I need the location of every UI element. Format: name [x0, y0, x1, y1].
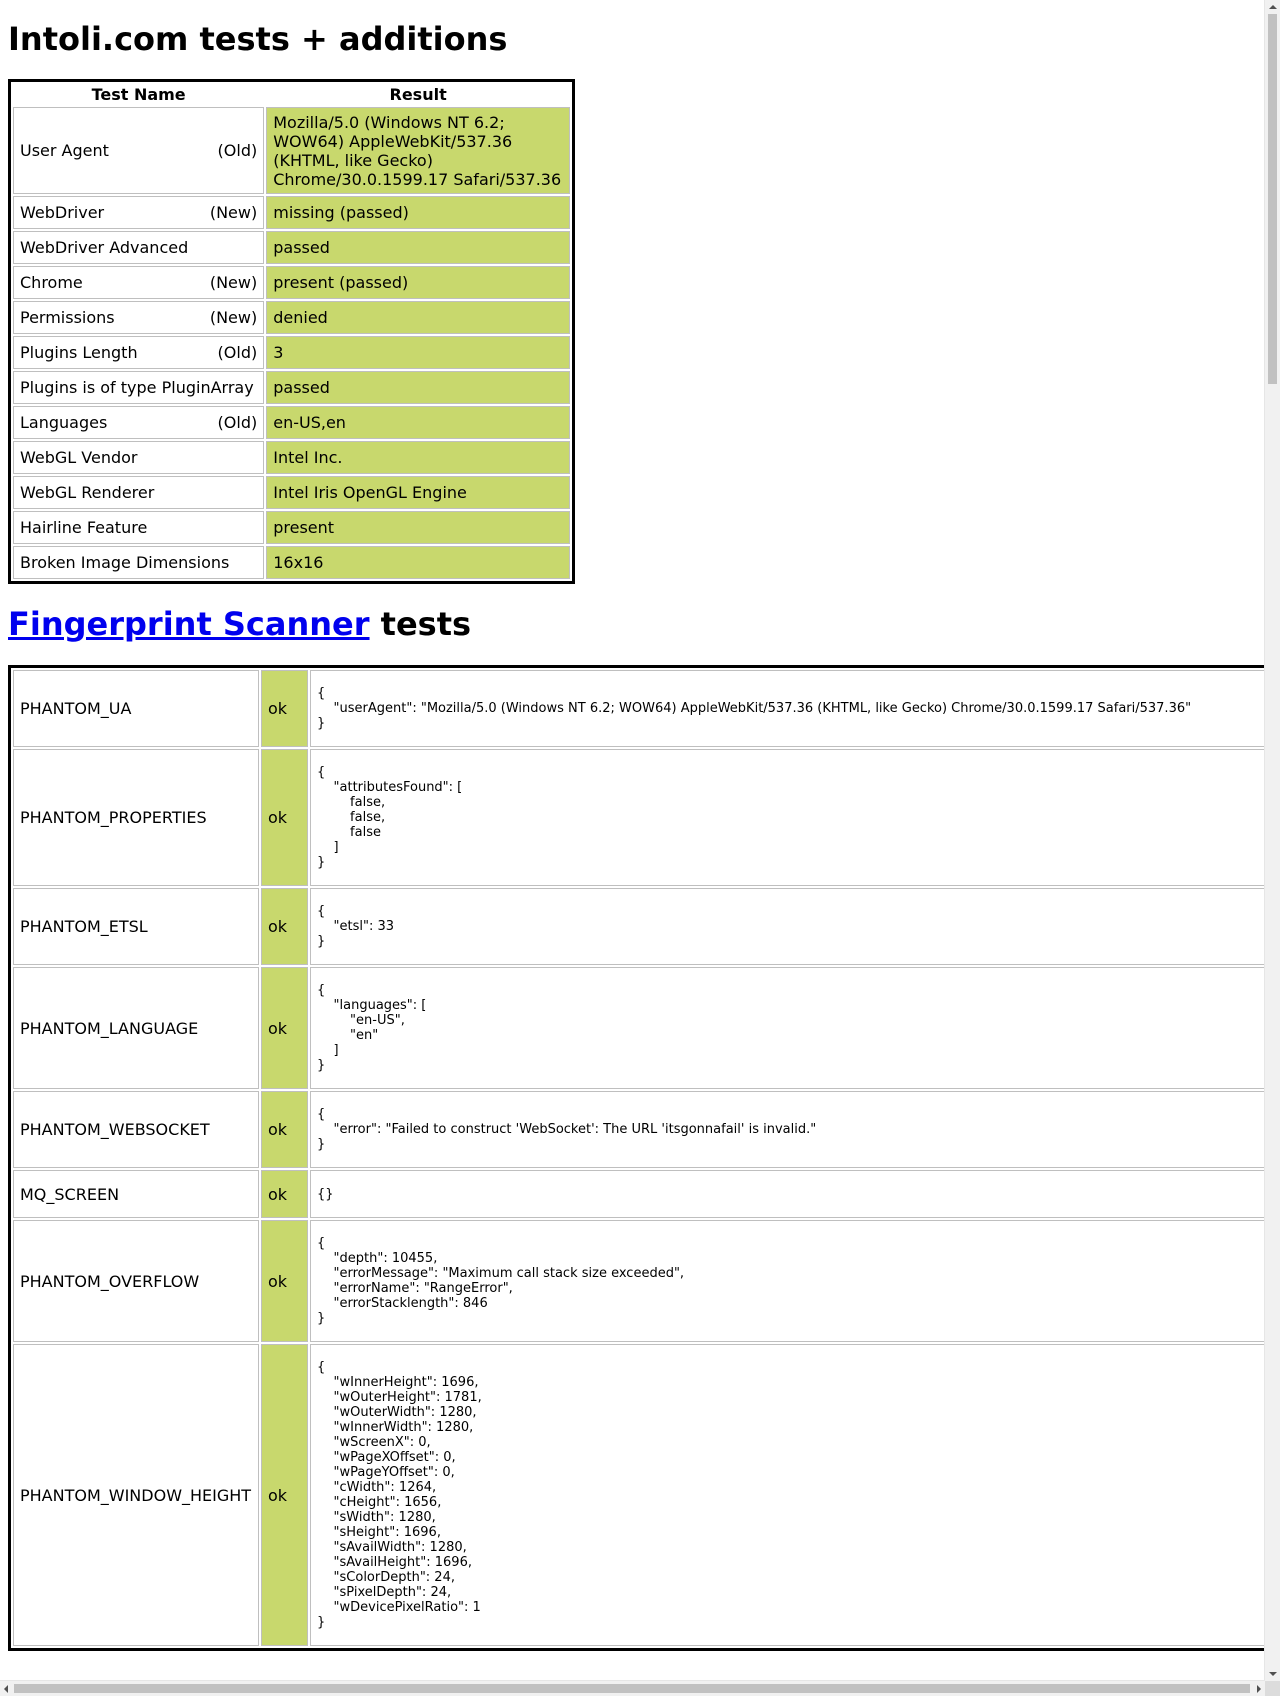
test-result: passed — [266, 371, 570, 404]
test-name: Languages — [20, 413, 108, 432]
fingerprint-row — [13, 967, 1265, 1089]
test-name: Plugins Length — [20, 343, 138, 362]
fingerprint-status: ok — [261, 1091, 308, 1168]
test-name: WebGL Renderer — [20, 483, 155, 502]
intoli-row — [13, 301, 570, 334]
fingerprint-data-cell — [310, 967, 1265, 1089]
test-result: missing (passed) — [266, 196, 570, 229]
test-result: en-US,en — [266, 406, 570, 439]
fingerprint-json: { "error": "Failed to construct 'WebSocket': The URL 'itsgonnafail' is invalid." } — [317, 1107, 817, 1152]
test-name-cell — [13, 476, 264, 509]
fingerprint-data-cell — [310, 1170, 1265, 1218]
fingerprint-test-name: PHANTOM_ETSL — [13, 888, 259, 965]
header-result: Result — [389, 85, 447, 104]
intoli-heading: Intoli.com tests + additions — [8, 20, 508, 58]
fingerprint-status: ok — [261, 749, 308, 886]
fingerprint-test-name: PHANTOM_LANGUAGE — [13, 967, 259, 1089]
intoli-row — [13, 107, 570, 194]
test-name-cell — [13, 266, 264, 299]
test-age-tag: (Old) — [217, 413, 258, 432]
fingerprint-status: ok — [261, 1344, 308, 1646]
fingerprint-row — [13, 749, 1265, 886]
fingerprint-status: ok — [261, 1170, 308, 1218]
fingerprint-row — [13, 670, 1265, 747]
fingerprint-data-cell — [310, 670, 1265, 747]
test-name-cell — [13, 511, 264, 544]
fingerprint-row — [13, 1091, 1265, 1168]
fingerprint-row — [13, 888, 1265, 965]
vertical-scrollbar[interactable] — [1264, 0, 1280, 1681]
fingerprint-data-cell — [310, 1091, 1265, 1168]
test-result: present — [266, 511, 570, 544]
test-name-cell — [13, 301, 264, 334]
test-name-cell — [13, 546, 264, 579]
intoli-row — [13, 231, 570, 264]
fingerprint-row — [13, 1344, 1265, 1646]
fingerprint-json: {} — [317, 1186, 334, 1202]
fingerprint-heading-suffix: tests — [369, 605, 472, 643]
fingerprint-test-name: PHANTOM_UA — [13, 670, 259, 747]
intoli-row — [13, 336, 570, 369]
test-result: Intel Iris OpenGL Engine — [266, 476, 570, 509]
fingerprint-row — [13, 1220, 1265, 1342]
test-name-cell — [13, 371, 264, 404]
fingerprint-results-table — [8, 665, 1265, 1651]
intoli-row — [13, 546, 570, 579]
test-name-cell — [13, 336, 264, 369]
fingerprint-test-name: PHANTOM_OVERFLOW — [13, 1220, 259, 1342]
test-name-cell — [13, 107, 264, 194]
fingerprint-json: { "languages": [ "en-US", "en" ] } — [317, 983, 427, 1073]
intoli-row — [13, 441, 570, 474]
fingerprint-json: { "etsl": 33 } — [317, 904, 395, 949]
vertical-scroll-thumb[interactable] — [1268, 14, 1277, 384]
intoli-row — [13, 196, 570, 229]
test-result: 3 — [266, 336, 570, 369]
fingerprint-data-cell — [310, 888, 1265, 965]
test-name: Hairline Feature — [20, 518, 148, 537]
test-age-tag: (New) — [209, 203, 258, 222]
intoli-row — [13, 511, 570, 544]
test-name-cell — [13, 231, 264, 264]
test-name-cell — [13, 196, 264, 229]
fingerprint-data-cell — [310, 1344, 1265, 1646]
test-age-tag: (New) — [209, 273, 258, 292]
fingerprint-test-name: PHANTOM_WEBSOCKET — [13, 1091, 259, 1168]
test-result: Intel Inc. — [266, 441, 570, 474]
test-name: WebGL Vendor — [20, 448, 138, 467]
test-name: User Agent — [20, 141, 109, 160]
test-result: passed — [266, 231, 570, 264]
test-result: denied — [266, 301, 570, 334]
scrollbar-corner — [1265, 1681, 1280, 1696]
fingerprint-row — [13, 1170, 1265, 1218]
test-name: Broken Image Dimensions — [20, 553, 230, 572]
test-name: Permissions — [20, 308, 115, 327]
fingerprint-test-name: MQ_SCREEN — [13, 1170, 259, 1218]
test-result: Mozilla/5.0 (Windows NT 6.2; WOW64) AppleWebKit/537.36 (KHTML, like Gecko) Chrome/30.0.1599.17 Safari/537.36 — [266, 107, 570, 194]
header-test-name: Test Name — [91, 85, 186, 104]
fingerprint-json: { "userAgent": "Mozilla/5.0 (Windows NT 6.2; WOW64) AppleWebKit/537.36 (KHTML, like Gecko) Chrome/30.0.1599.17 Safari/537.36" } — [317, 686, 1192, 731]
intoli-results-table — [8, 79, 575, 584]
horizontal-scrollbar[interactable] — [0, 1680, 1265, 1696]
horizontal-scroll-thumb[interactable] — [14, 1684, 1250, 1693]
test-age-tag: (Old) — [217, 141, 258, 160]
scroll-right-icon[interactable] — [1257, 1685, 1261, 1693]
intoli-row — [13, 406, 570, 439]
fingerprint-status: ok — [261, 967, 308, 1089]
test-result: present (passed) — [266, 266, 570, 299]
fingerprint-json: { "attributesFound": [ false, false, false ] } — [317, 765, 463, 870]
intoli-row — [13, 476, 570, 509]
fingerprint-test-name: PHANTOM_PROPERTIES — [13, 749, 259, 886]
scroll-down-icon[interactable] — [1269, 1672, 1277, 1676]
page-content — [8, 0, 1265, 1651]
test-age-tag: (New) — [209, 308, 258, 327]
test-age-tag: (Old) — [217, 343, 258, 362]
test-name: Chrome — [20, 273, 83, 292]
test-result: 16x16 — [266, 546, 570, 579]
scroll-left-icon[interactable] — [4, 1685, 8, 1693]
intoli-row — [13, 371, 570, 404]
fingerprint-json: { "depth": 10455, "errorMessage": "Maximum call stack size exceeded", "errorName": "RangeError", "errorStacklength": 846 } — [317, 1236, 685, 1326]
fingerprint-scanner-link[interactable]: Fingerprint Scanner — [8, 605, 370, 643]
fingerprint-data-cell — [310, 1220, 1265, 1342]
fingerprint-status: ok — [261, 888, 308, 965]
test-name: Plugins is of type PluginArray — [20, 378, 254, 397]
test-name: WebDriver Advanced — [20, 238, 189, 257]
fingerprint-test-name: PHANTOM_WINDOW_HEIGHT — [13, 1344, 259, 1646]
test-name: WebDriver — [20, 203, 105, 222]
fingerprint-json: { "wInnerHeight": 1696, "wOuterHeight": 1781, "wOuterWidth": 1280, "wInnerWidth": 1280, "wScreenX": 0, "wPageXOffset": 0, "wPageYOffset": 0, "cWidth": 1264, "cHeight": 1656, "sWidth": 1280, "sHeight": 1696, "sAvailWidth": 1280, "sAvailHeight": 1696, "sColorDepth": 24, "sPixelDepth": 24, "wDevicePixelRatio": 1 } — [317, 1360, 482, 1630]
intoli-header-row — [13, 84, 570, 105]
test-name-cell — [13, 441, 264, 474]
scroll-up-icon[interactable] — [1269, 5, 1277, 9]
test-name-cell — [13, 406, 264, 439]
fingerprint-heading — [8, 606, 1265, 643]
intoli-row — [13, 266, 570, 299]
fingerprint-data-cell — [310, 749, 1265, 886]
fingerprint-status: ok — [261, 1220, 308, 1342]
fingerprint-status: ok — [261, 670, 308, 747]
